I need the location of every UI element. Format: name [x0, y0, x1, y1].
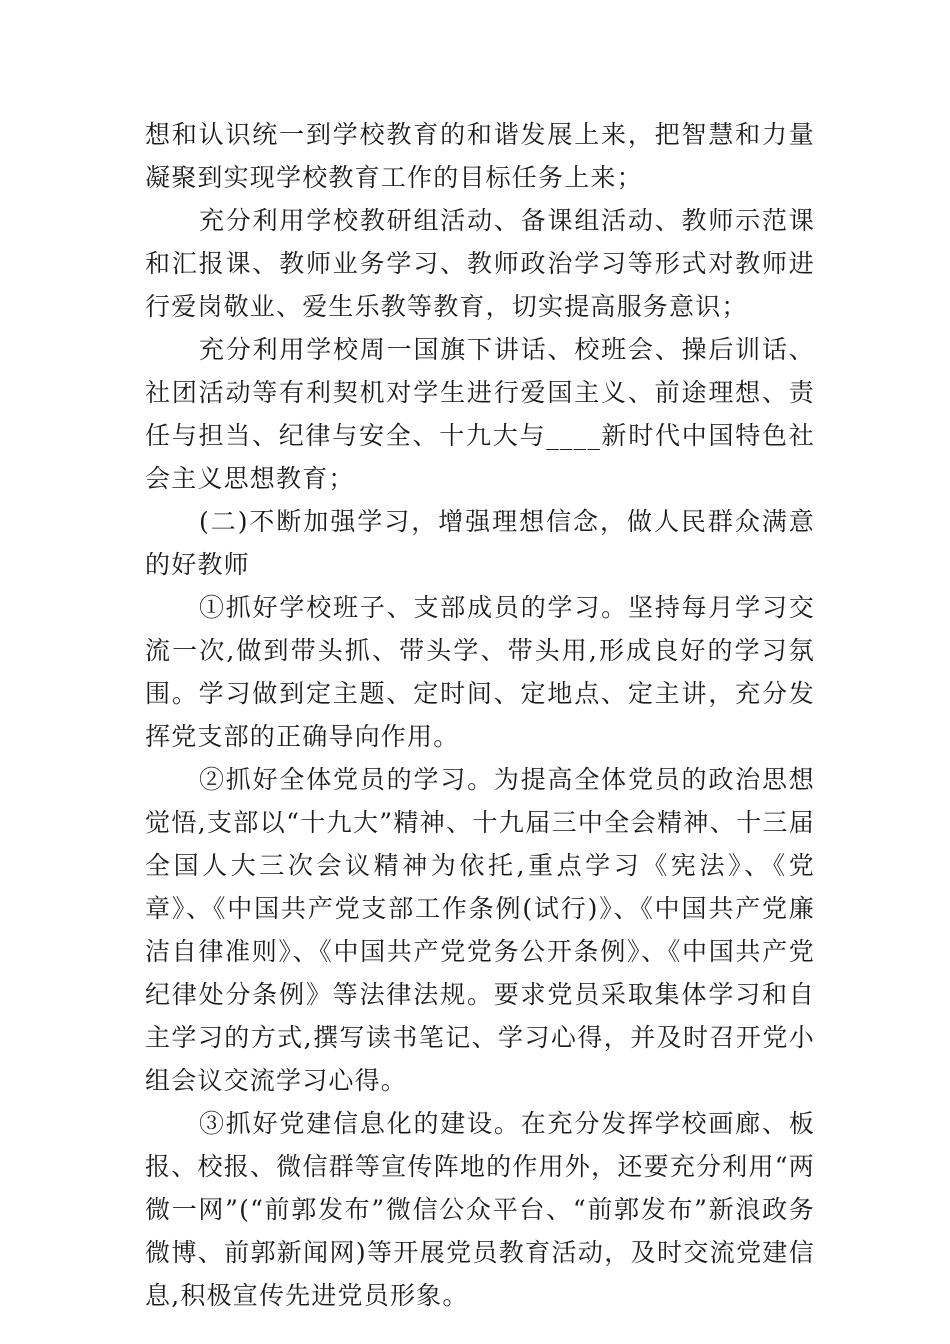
paragraph-teacher-activities: 充分利用学校教研组活动、备课组活动、教师示范课和汇报课、教师业务学习、教师政治学习等形式对教师进行爱岗敬业、爱生乐教等教育，切实提高服务意识； — [145, 206, 815, 321]
paragraph-continuation: 想和认识统一到学校教育的和谐发展上来，把智慧和力量凝聚到实现学校教育工作的目标任务上来； — [145, 120, 815, 192]
paragraph-item-one: ①抓好学校班子、支部成员的学习。坚持每月学习交流一次,做到带头抓、带头学、带头用,形成良好的学习氛围。学习做到定主题、定时间、定地点、定主讲，充分发挥党支部的正确导向作用。 — [145, 593, 815, 751]
paragraph-item-three: ③抓好党建信息化的建设。在充分发挥学校画廊、板报、校报、微信群等宣传阵地的作用外，还要充分利用“两微一网”(“前郭发布”微信公众平台、“前郭发布”新浪政务微博、前郭新闻网)等开展党员教育活动，及时交流党建信息,积极宣传先进党员形象。 — [145, 1109, 815, 1310]
document-body — [145, 113, 815, 1317]
paragraph-item-two: ②抓好全体党员的学习。为提高全体党员的政治思想觉悟,支部以“十九大”精神、十九届三中全会精神、十三届全国人大三次会议精神为依托,重点学习《宪法》、《党章》、《中国共产党支部工作条例(试行)》、《中国共产党廉洁自律准则》、《中国共产党党务公开条例》、《中国共产党纪律处分条例》等法律法规。要求党员采取集体学习和自主学习的方式,撰写读书笔记、学习心得，并及时召开党小组会议交流学习心得。 — [145, 765, 815, 1095]
section-heading-two: (二)不断加强学习，增强理想信念，做人民群众满意的好教师 — [145, 507, 815, 579]
paragraph-student-education: 充分利用学校周一国旗下讲话、校班会、操后训话、社团活动等有利契机对学生进行爱国主义、前途理想、责任与担当、纪律与安全、十九大与____新时代中国特色社会主义思想教育； — [145, 335, 815, 493]
